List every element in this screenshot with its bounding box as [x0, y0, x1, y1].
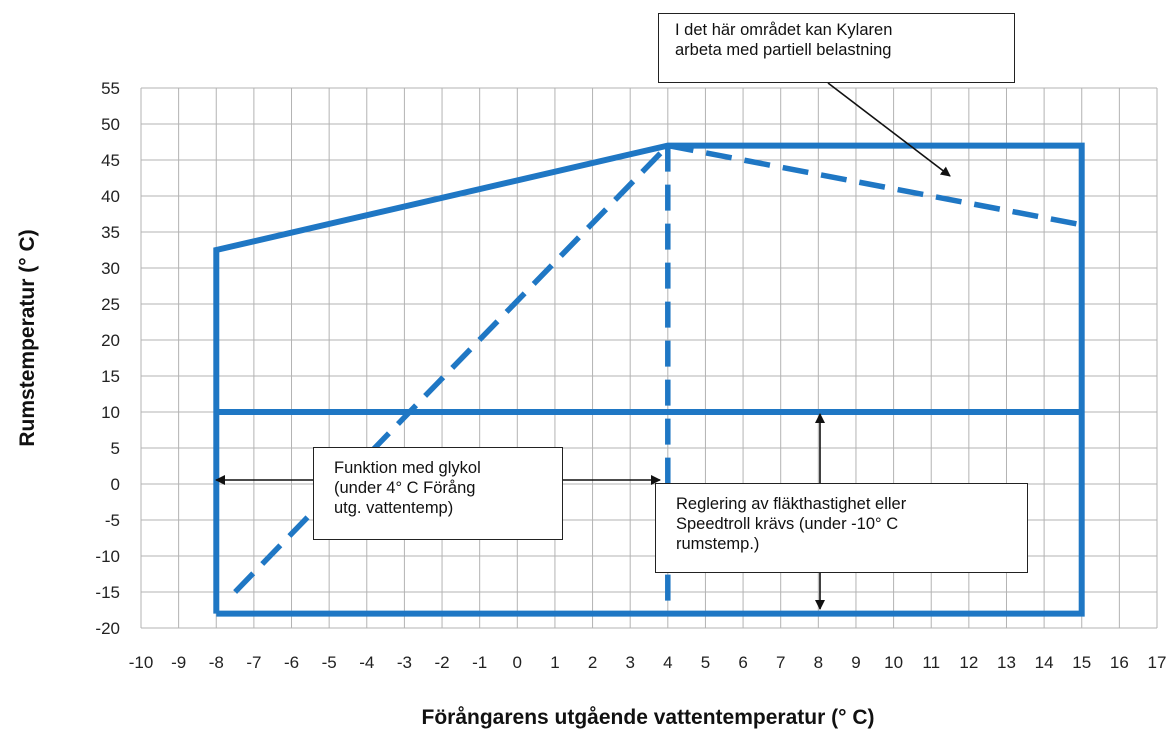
x-tick-label: -4: [359, 653, 375, 672]
x-tick-label: 7: [775, 653, 786, 672]
x-tick-label: -5: [321, 653, 337, 672]
y-tick-label: 5: [110, 439, 120, 458]
x-tick-label: -1: [472, 653, 488, 672]
x-tick-label: -2: [434, 653, 450, 672]
x-tick-label: 1: [550, 653, 560, 672]
x-tick-labels: [129, 653, 1167, 672]
y-tick-label: 10: [101, 403, 120, 422]
annotation-glycol: Funktion med glykol (under 4° C Förång utg. vattentemp): [313, 447, 563, 540]
series-line-dashed-4: [668, 146, 1082, 225]
x-tick-label: 14: [1034, 653, 1054, 672]
y-tick-label: -10: [95, 547, 120, 566]
x-tick-label: 17: [1147, 653, 1167, 672]
annotation-partial-load: I det här området kan Kylaren arbeta med partiell belastning: [658, 13, 1015, 83]
x-tick-label: 8: [813, 653, 824, 672]
y-tick-label: 25: [101, 295, 120, 314]
x-tick-label: 10: [884, 653, 904, 672]
y-tick-label: -5: [104, 511, 120, 530]
x-tick-label: -3: [396, 653, 412, 672]
x-tick-label: -7: [246, 653, 262, 672]
y-tick-label: 0: [110, 475, 120, 494]
x-tick-label: 11: [922, 653, 941, 672]
x-tick-label: -8: [208, 653, 224, 672]
y-tick-label: -20: [95, 619, 120, 638]
x-tick-label: 6: [738, 653, 748, 672]
x-tick-label: 12: [959, 653, 979, 672]
y-tick-label: 50: [101, 115, 120, 134]
y-tick-label: 45: [101, 151, 120, 170]
x-tick-label: -9: [171, 653, 187, 672]
x-tick-label: 5: [700, 653, 711, 672]
y-tick-label: 55: [101, 79, 120, 98]
x-tick-label: 0: [512, 653, 523, 672]
x-axis-title: Förångarens utgående vattentemperatur (° C): [421, 706, 875, 729]
x-tick-label: 15: [1072, 653, 1092, 672]
y-tick-label: 20: [101, 331, 120, 350]
y-tick-label: 35: [101, 223, 120, 242]
x-tick-label: 2: [587, 653, 598, 672]
y-tick-label: 30: [101, 259, 120, 278]
x-tick-label: -10: [128, 653, 154, 672]
y-tick-labels: [95, 79, 120, 638]
x-tick-label: 9: [851, 653, 861, 672]
y-tick-label: -15: [95, 583, 120, 602]
x-tick-label: 4: [663, 653, 673, 672]
x-tick-label: 3: [625, 653, 635, 672]
annotation-fan-speed: Reglering av fläkthastighet eller Speedtroll krävs (under -10° C rumstemp.): [655, 483, 1028, 573]
y-tick-label: 40: [101, 187, 120, 206]
x-tick-label: -6: [283, 653, 300, 672]
x-tick-label: 16: [1109, 653, 1129, 672]
y-tick-label: 15: [101, 367, 120, 386]
x-tick-label: 13: [997, 653, 1016, 672]
y-axis-title: Rumstemperatur (° C): [16, 229, 39, 447]
